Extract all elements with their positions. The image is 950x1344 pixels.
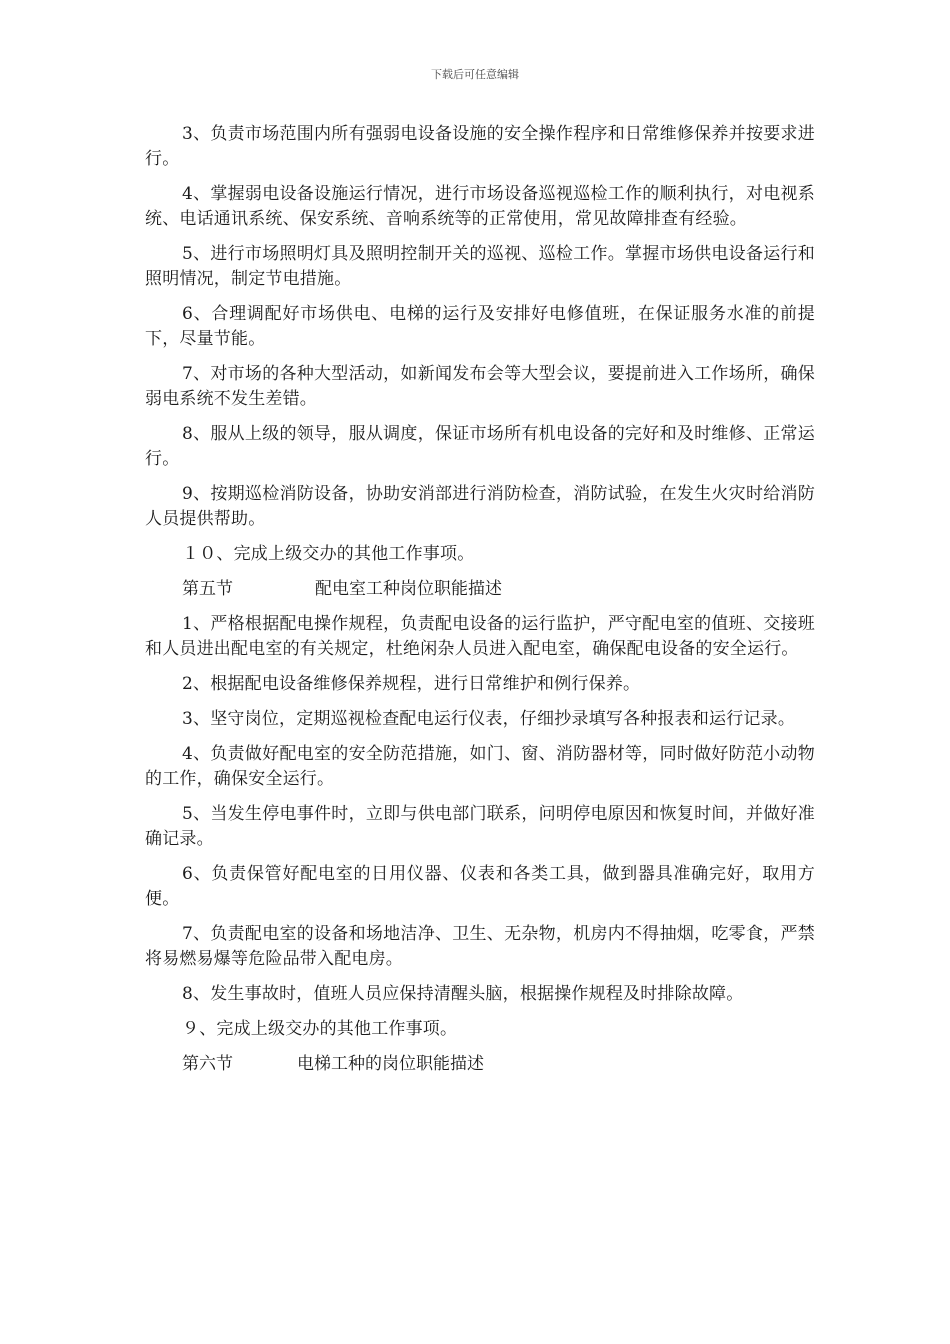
paragraph: 8、发生事故时，值班人员应保持清醒头脑，根据操作规程及时排除故障。 [182, 984, 744, 1004]
paragraph: 3、负责市场范围内所有强弱电设备设施的安全操作程序和日常维修保养并按要求进行。 [145, 124, 815, 169]
paragraph: 8、服从上级的领导，服从调度，保证市场所有机电设备的完好和及时维修、正常运行。 [145, 424, 815, 469]
paragraph: 7、负责配电室的设备和场地洁净、卫生、无杂物，机房内不得抽烟，吃零食，严禁将易燃易爆等危险品带入配电房。 [145, 924, 815, 969]
document-body [145, 122, 815, 1087]
paragraph: 4、负责做好配电室的安全防范措施，如门、窗、消防器材等，同时做好防范小动物的工作，确保安全运行。 [145, 744, 815, 789]
paragraph: 3、坚守岗位，定期巡视检查配电运行仪表，仔细抄录填写各种报表和运行记录。 [182, 709, 796, 729]
section-number: 第五节 [182, 579, 233, 599]
paragraph: ９、完成上级交办的其他工作事项。 [182, 1019, 458, 1039]
paragraph: 5、进行市场照明灯具及照明控制开关的巡视、巡检工作。掌握市场供电设备运行和照明情况，制定节电措施。 [145, 244, 815, 289]
paragraph: 6、合理调配好市场供电、电梯的运行及安排好电修值班，在保证服务水准的前提下，尽量节能。 [145, 304, 815, 349]
paragraph: 7、对市场的各种大型活动，如新闻发布会等大型会议，要提前进入工作场所，确保弱电系统不发生差错。 [145, 364, 815, 409]
paragraph: 4、掌握弱电设备设施运行情况，进行市场设备巡视巡检工作的顺利执行，对电视系统、电话通讯系统、保安系统、音响系统等的正常使用，常见故障排查有经验。 [145, 184, 815, 229]
paragraph: 2、根据配电设备维修保养规程，进行日常维护和例行保养。 [182, 674, 641, 694]
paragraph: 9、按期巡检消防设备，协助安消部进行消防检查，消防试验，在发生火灾时给消防人员提供帮助。 [145, 484, 815, 529]
page-header: 下载后可任意编辑 [431, 68, 519, 81]
paragraph: １０、完成上级交办的其他工作事项。 [182, 544, 475, 564]
paragraph: 1、严格根据配电操作规程，负责配电设备的运行监护，严守配电室的值班、交接班和人员进出配电室的有关规定，杜绝闲杂人员进入配电室，确保配电设备的安全运行。 [145, 614, 815, 659]
section-number: 第六节 [182, 1054, 233, 1074]
section-heading-6 [145, 1052, 815, 1077]
paragraph: 5、当发生停电事件时，立即与供电部门联系，问明停电原因和恢复时间，并做好准确记录。 [145, 804, 815, 849]
section-title: 电梯工种的岗位职能描述 [297, 1054, 484, 1074]
section-heading-5 [145, 577, 815, 602]
paragraph: 6、负责保管好配电室的日用仪器、仪表和各类工具，做到器具准确完好，取用方便。 [145, 864, 815, 909]
section-title: 配电室工种岗位职能描述 [315, 579, 502, 599]
